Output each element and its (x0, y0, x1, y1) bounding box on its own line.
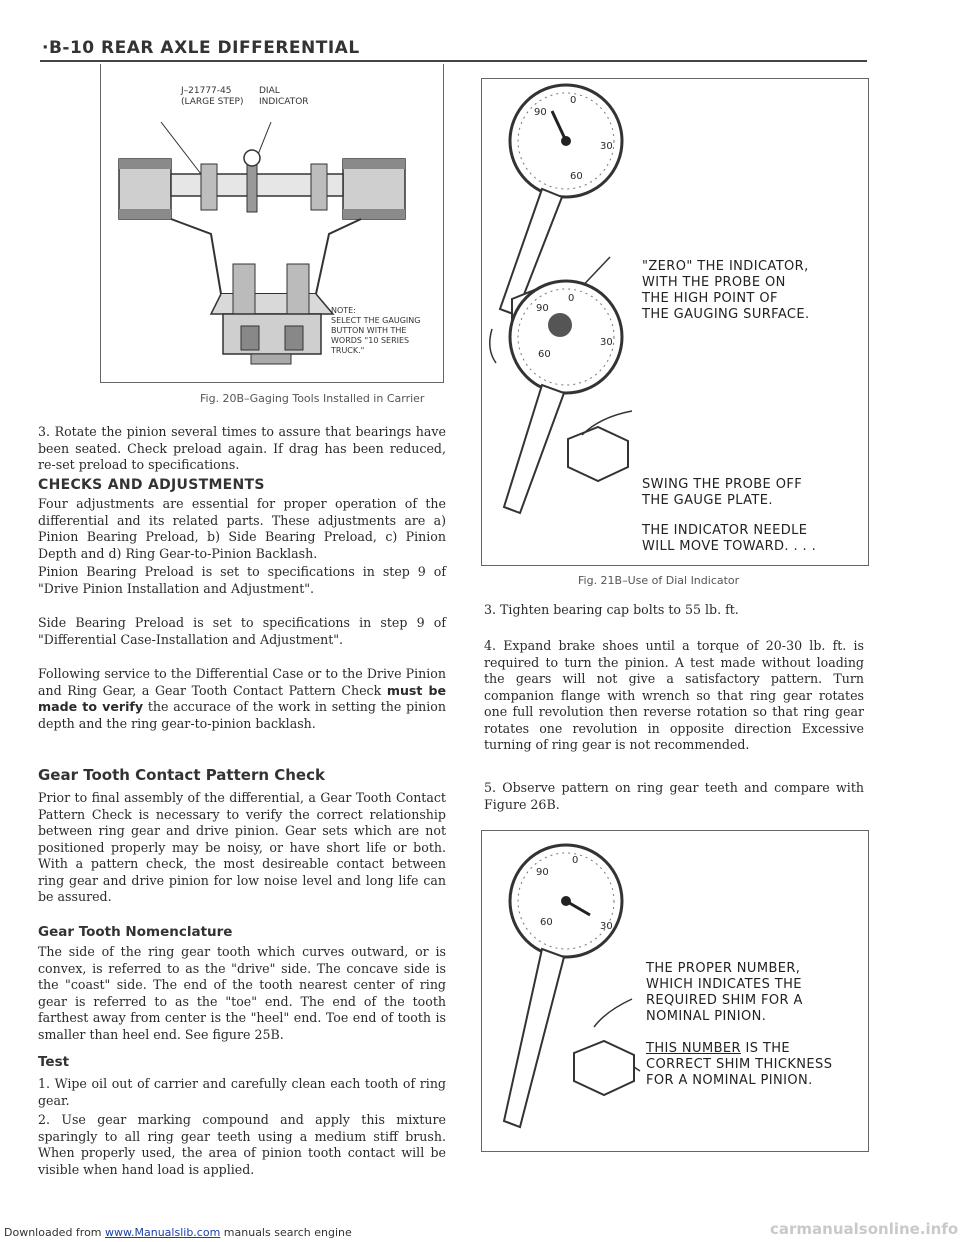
page-header-title: ·B-10 REAR AXLE DIFFERENTIAL (42, 38, 360, 58)
paragraph-rotate-pinion: 3. Rotate the pinion several times to assure that bearings have been seated. Check preload again. If drag has been reduced, re-set preload to specifications. (38, 424, 446, 472)
following-service-text-b: the accurace of the work in setting the pinion depth and the ring gear-to-pinion backlash. (38, 699, 446, 731)
dial-3-0: 0 (572, 855, 579, 866)
paragraph-following-service (38, 666, 446, 732)
figure-21b-continued (481, 830, 869, 1152)
dial-indicator-label: DIAL INDICATOR (259, 86, 309, 107)
section-heading-nomenclature: Gear Tooth Nomenclature (38, 924, 233, 940)
figure-20b-caption: Fig. 20B–Gaging Tools Installed in Carrier (200, 392, 425, 405)
step-3-tighten: 3. Tighten bearing cap bolts to 55 lb. ft. (484, 602, 739, 617)
following-service-text-a: Following service to the Differential Case or to the Drive Pinion and Ring Gear, a Gear Tooth Contact Pattern Check (38, 666, 446, 698)
section-heading-pattern-check: Gear Tooth Contact Pattern Check (38, 766, 325, 784)
step-5-observe-pattern: 5. Observe pattern on ring gear teeth and compare with Figure 26B. (484, 780, 864, 812)
figure-21b (481, 78, 869, 566)
manualslib-link[interactable]: www.Manualslib.com (105, 1226, 221, 1239)
test-step-2: 2. Use gear marking compound and apply this mixture sparingly to all ring gear teeth using a medium stiff brush. When properly used, the area of pinion tooth contact will be visible when hand load is applied. (38, 1112, 446, 1177)
step-4-expand-brake-shoes: 4. Expand brake shoes until a torque of 20-30 lb. ft. is required to turn the pinion. A test made without loading the gears will not give a satisfactory pattern. Turn companion flange with wrench so that ring gear rotates one full revolution then reverse rotation so that ring gear rotates one revolution in opposite direction Excessive turning of ring gear is not recommended. (484, 638, 864, 752)
dial-2-60: 60 (538, 349, 551, 360)
paragraph-pinion-bearing-preload: Pinion Bearing Preload is set to specifications in step 9 of "Drive Pinion Installation and Adjustment". (38, 564, 446, 596)
callout-is-the: IS THE (740, 1041, 791, 1056)
footer-prefix: Downloaded from (4, 1226, 106, 1239)
dial-2-30: 30 (600, 337, 613, 348)
footer-suffix: manuals search engine (220, 1226, 352, 1239)
header-rule (40, 60, 867, 62)
dial-3-60: 60 (540, 917, 553, 928)
dial-1-30: 30 (600, 141, 613, 152)
dial-3-30: 30 (600, 921, 613, 932)
test-step-1: 1. Wipe oil out of carrier and carefully clean each tooth of ring gear. (38, 1076, 446, 1108)
paragraph-prior-assembly: Prior to final assembly of the differential, a Gear Tooth Contact Pattern Check is necessary to verify the correct relationship between ring gear and drive pinion. Gear sets which are not positioned properly may be noisy, or have short life or both. With a pattern check, the most desireable contact between ring gear and drive pinion for low noise level and long life can be assured. (38, 790, 446, 904)
dial-2 (504, 281, 632, 513)
section-heading-test: Test (38, 1054, 70, 1070)
footer-download (4, 1226, 352, 1239)
figure-20b (100, 64, 444, 383)
callout-needle-move: THE INDICATOR NEEDLE WILL MOVE TOWARD. . . . (642, 523, 817, 554)
callout-this-number: THIS NUMBER (646, 1041, 741, 1056)
paragraph-four-adjustments: Four adjustments are essential for proper operation of the differential and its related parts. These adjustments are a) Pinion Bearing Preload, b) Side Bearing Preload, c) Pinion Depth and d) Ring Gear-to-Pinion Backlash. (38, 496, 446, 561)
dial-1-90: 90 (534, 107, 547, 118)
section-heading-checks: CHECKS AND ADJUSTMENTS (38, 477, 265, 493)
callout-zero-indicator: "ZERO" THE INDICATOR, WITH THE PROBE ON THE HIGH POINT OF THE GAUGING SURFACE. (642, 259, 810, 322)
callout-this-number-line (646, 1041, 790, 1057)
figure-21b-caption: Fig. 21B–Use of Dial Indicator (578, 574, 740, 587)
callout-correct-shim: CORRECT SHIM THICKNESS FOR A NOMINAL PINION. (646, 1057, 833, 1088)
paragraph-side-bearing-preload: Side Bearing Preload is set to specifications in step 9 of "Differential Case-Installation and Adjustment". (38, 615, 446, 647)
tool-label: J–21777-45 (LARGE STEP) (181, 86, 244, 107)
watermark: carmanualsonline.info (770, 1220, 959, 1238)
dial-2-0: 0 (568, 293, 575, 304)
dial-2-90: 90 (536, 303, 549, 314)
dial-1-60: 60 (570, 171, 583, 182)
paragraph-nomenclature: The side of the ring gear tooth which curves outward, or is convex, is referred to as the "drive" side. The concave side is the "coast" side. The end of the tooth nearest center of ring gear is referred to as the "toe" end. The end of the tooth farthest away from center is the "heel" end. Toe end of tooth is smaller than heel end. See figure 25B. (38, 944, 446, 1042)
figure-note: NOTE: SELECT THE GAUGING BUTTON WITH THE WORDS "10 SERIES TRUCK." (331, 306, 421, 355)
following-service-emphasis: must be made to verify (38, 682, 446, 714)
dial-1-0: 0 (570, 95, 577, 106)
dial-3-90: 90 (536, 867, 549, 878)
callout-proper-number: THE PROPER NUMBER, WHICH INDICATES THE REQUIRED SHIM FOR A NOMINAL PINION. (646, 961, 803, 1024)
callout-swing-probe: SWING THE PROBE OFF THE GAUGE PLATE. (642, 477, 803, 508)
